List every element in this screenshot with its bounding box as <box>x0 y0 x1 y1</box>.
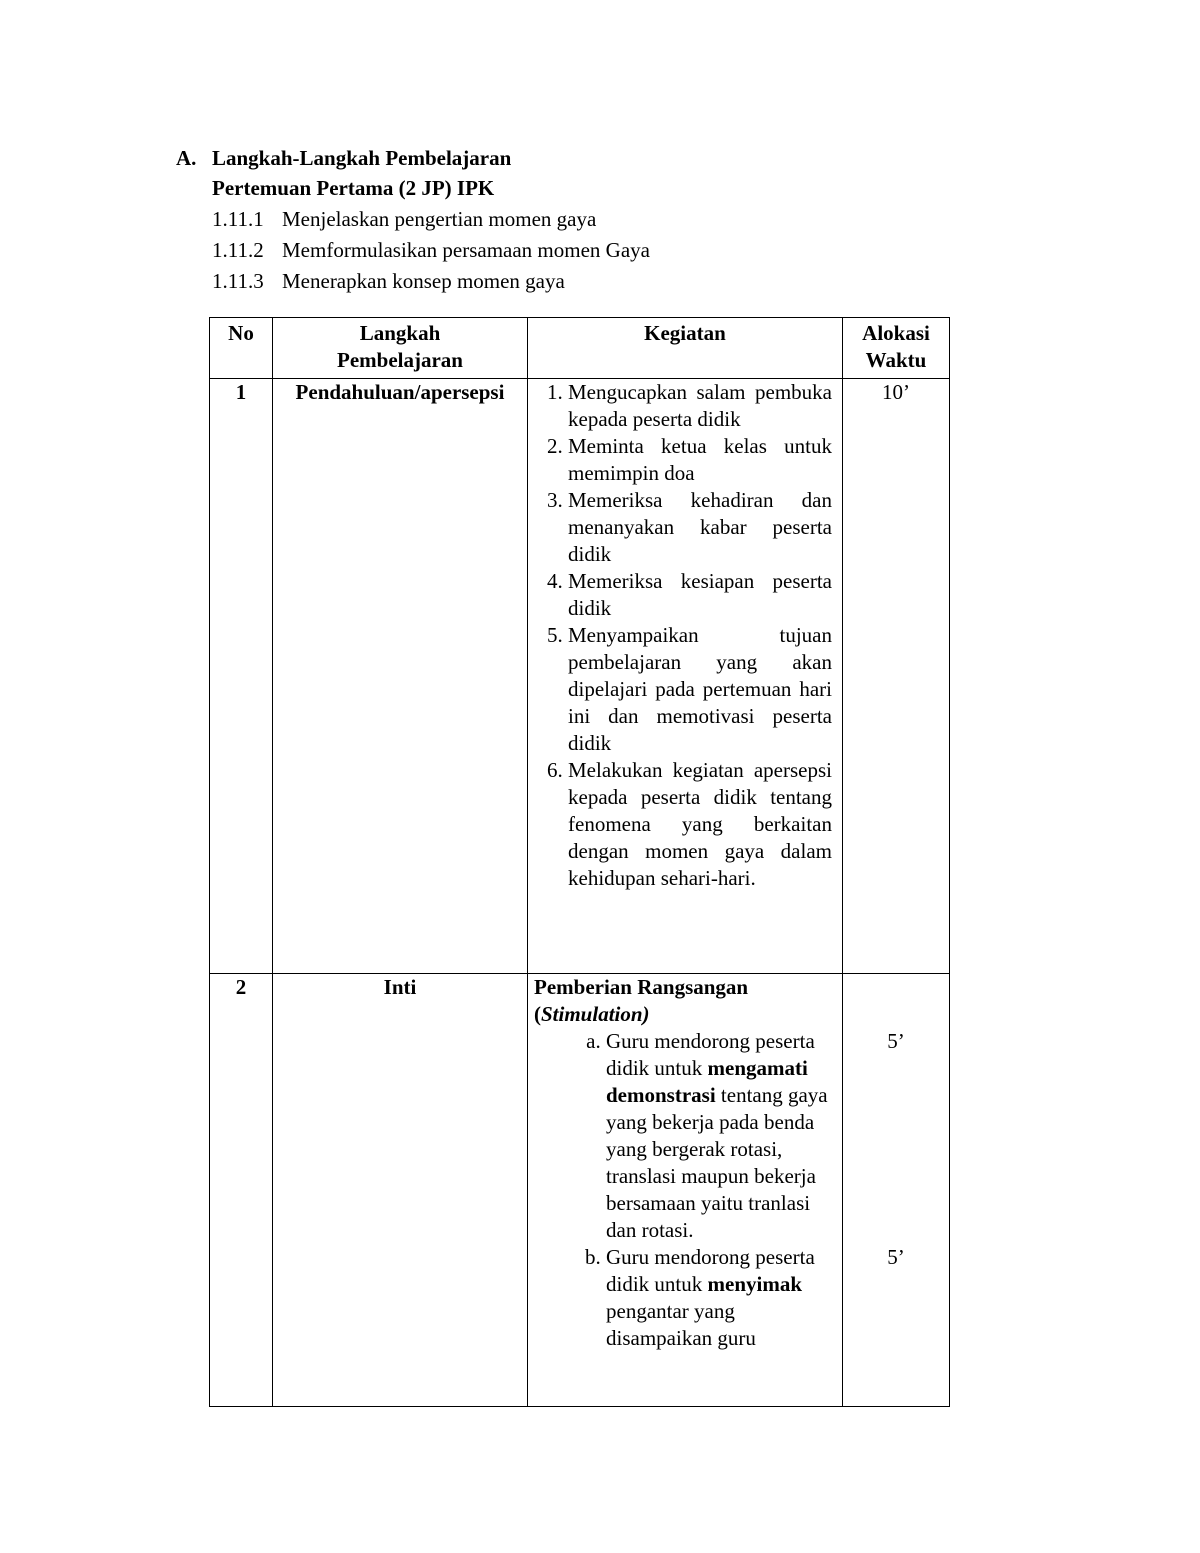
row-activities <box>528 974 843 1407</box>
list-item: 1. Mengucapkan salam pembuka kepada peserta didik <box>568 379 836 433</box>
stimulation-subtitle <box>534 1001 836 1028</box>
row-time <box>843 974 950 1407</box>
header-step <box>273 318 528 379</box>
table-row <box>210 379 950 974</box>
ipk-item <box>212 206 650 237</box>
ipk-text: Memformulasikan persamaan momen Gaya <box>282 238 650 262</box>
row-time: 10’ <box>843 379 950 974</box>
header-step-line2: Pembelajaran <box>337 348 463 372</box>
table-row <box>210 974 950 1407</box>
row-number: 2 <box>210 974 273 1407</box>
item-a-pre: Guru mendorong peserta didik untuk <box>606 1029 815 1080</box>
list-item: 3. Memeriksa kehadiran dan menanyakan kabar peserta didik <box>568 487 836 568</box>
ipk-number: 1.11.3 <box>212 269 264 293</box>
item-b-bold: menyimak <box>707 1272 803 1296</box>
header-time <box>843 318 950 379</box>
item-a-post: tentang gaya yang bekerja pada benda yang bergerak rotasi, translasi maupun bekerja bersamaan yaitu tranlasi dan rotasi. <box>606 1083 828 1242</box>
row-activities <box>528 379 843 974</box>
meeting-title: Pertemuan Pertama (2 JP) IPK <box>212 176 495 200</box>
list-item: 2. Meminta ketua kelas untuk memimpin doa <box>568 433 836 487</box>
time-a: 5’ <box>887 1029 905 1053</box>
header-activity: Kegiatan <box>528 318 843 379</box>
item-b-post: pengantar yang disampaikan guru <box>606 1299 756 1350</box>
section-heading <box>176 144 511 172</box>
row-step: Inti <box>273 974 528 1407</box>
stimulation-english: Stimulation) <box>541 1002 650 1026</box>
list-item <box>606 1028 836 1244</box>
ipk-number: 1.11.1 <box>212 207 264 231</box>
section-letter: A. <box>176 146 197 170</box>
stimulation-title: Pemberian Rangsangan <box>534 975 749 999</box>
header-step-line1: Langkah <box>359 321 441 345</box>
row-step-text: Pendahuluan/apersepsi <box>295 380 505 404</box>
activity-list <box>534 379 836 892</box>
row-number: 1 <box>210 379 273 974</box>
item-b-pre: Guru mendorong peserta didik untuk <box>606 1245 815 1296</box>
header-time-line2: Waktu <box>865 348 927 372</box>
ipk-item <box>212 237 650 268</box>
stimulation-open-paren: ( <box>534 1002 541 1026</box>
list-item: 4. Memeriksa kesiapan peserta didik <box>568 568 836 622</box>
list-item: 6. Melakukan kegiatan apersepsi kepada peserta didik tentang fenomena yang berkaitan dengan momen gaya dalam kehidupan sehari-hari. <box>568 757 836 892</box>
ipk-text: Menerapkan konsep momen gaya <box>282 269 565 293</box>
ipk-list <box>212 206 650 299</box>
time-b: 5’ <box>887 1245 905 1269</box>
stimulation-list <box>534 1028 836 1352</box>
lesson-steps-table <box>209 317 950 1407</box>
ipk-item <box>212 268 650 299</box>
ipk-text: Menjelaskan pengertian momen gaya <box>282 207 597 231</box>
section-title: Langkah-Langkah Pembelajaran <box>212 146 512 170</box>
list-item: 5. Menyampaikan tujuan pembelajaran yang akan dipelajari pada pertemuan hari ini dan memotivasi peserta didik <box>568 622 836 757</box>
row-step <box>273 379 528 974</box>
item-a-bold: mengamati demonstrasi <box>606 1056 808 1107</box>
list-item <box>606 1244 836 1352</box>
ipk-number: 1.11.2 <box>212 238 264 262</box>
table-header-row <box>210 318 950 379</box>
header-no: No <box>210 318 273 379</box>
header-time-line1: Alokasi <box>862 321 930 345</box>
